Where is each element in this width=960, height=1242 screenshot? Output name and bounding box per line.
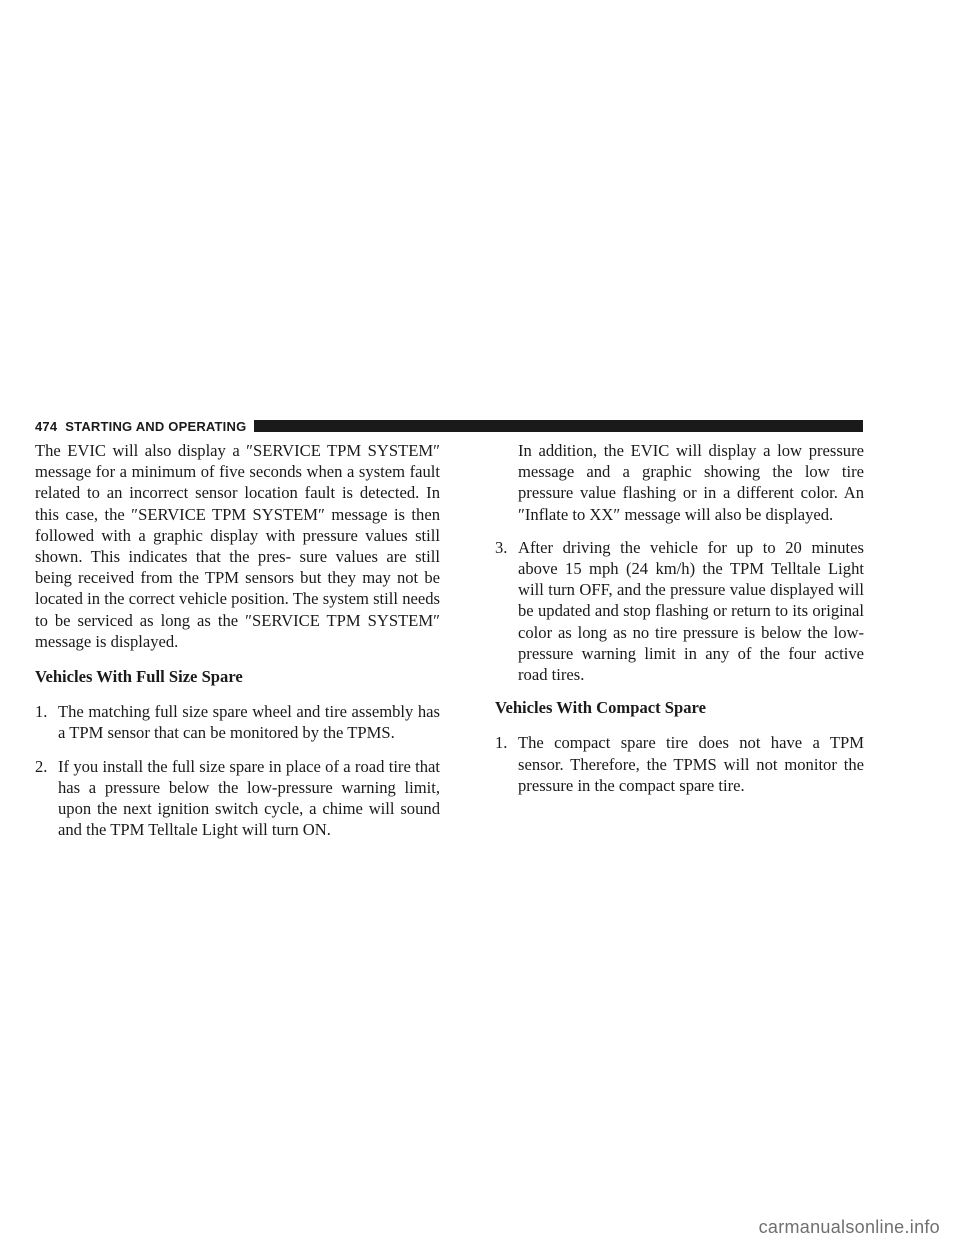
page-number: 474 — [35, 418, 58, 434]
list-item — [35, 701, 440, 743]
continued-paragraph: In addition, the EVIC will display a low pressure message and a graphic showing the low tire pressure value flashing or in a different color. An ″Inflate to XX″ message will also be displayed. — [518, 441, 864, 524]
heading-compact-spare: Vehicles With Compact Spare — [495, 698, 706, 718]
list-item-text: The compact spare tire does not have a TPM sensor. Therefore, the TPMS will not monitor the pressure in the compact spare tire. — [518, 733, 864, 795]
list-item-text: After driving the vehicle for up to 20 minutes above 15 mph (24 km/h) the TPM Telltale Light will turn OFF, and the pressure value displayed will be updated and stop flashing or return to its original color as long as no tire pressure is below the low-pressure warning limit in any of the four active road tires. — [518, 537, 864, 685]
list-item-number: 2. — [35, 756, 48, 776]
right-column — [495, 440, 864, 808]
intro-paragraph: The EVIC will also display a ″SERVICE TPM SYSTEM″ message for a minimum of five seconds when a system fault related to an incorrect sensor location fault is detected. In this case, the ″SERVICE TPM SYSTEM″ message is then followed with a graphic display with pressure values still shown. This indicates that the pres- sure values are still being received from the TPM sensors but they may not be located in the correct vehicle position. The system still needs to be serviced as long as the ″SERVICE TPM SYSTEM″ message is displayed. — [35, 441, 440, 651]
list-item — [495, 732, 864, 796]
list-item-text: If you install the full size spare in place of a road tire that has a pressure below the low-pressure warning limit, upon the next ignition switch cycle, a chime will sound and the TPM Telltale Light will turn ON. — [58, 756, 440, 840]
section-title: STARTING AND OPERATING — [65, 418, 247, 434]
watermark: carmanualsonline.info — [758, 1217, 940, 1237]
page-header — [35, 418, 863, 434]
list-item — [35, 756, 440, 841]
list-item-number: 1. — [495, 733, 508, 753]
list-item-number: 1. — [35, 702, 48, 722]
left-column — [35, 440, 440, 852]
list-item-number: 3. — [495, 537, 508, 557]
header-rule — [254, 420, 863, 432]
list-item-text: The matching full size spare wheel and tire assembly has a TPM sensor that can be monitored by the TPMS. — [58, 702, 440, 743]
heading-full-size-spare: Vehicles With Full Size Spare — [35, 667, 243, 687]
list-item — [495, 537, 864, 685]
